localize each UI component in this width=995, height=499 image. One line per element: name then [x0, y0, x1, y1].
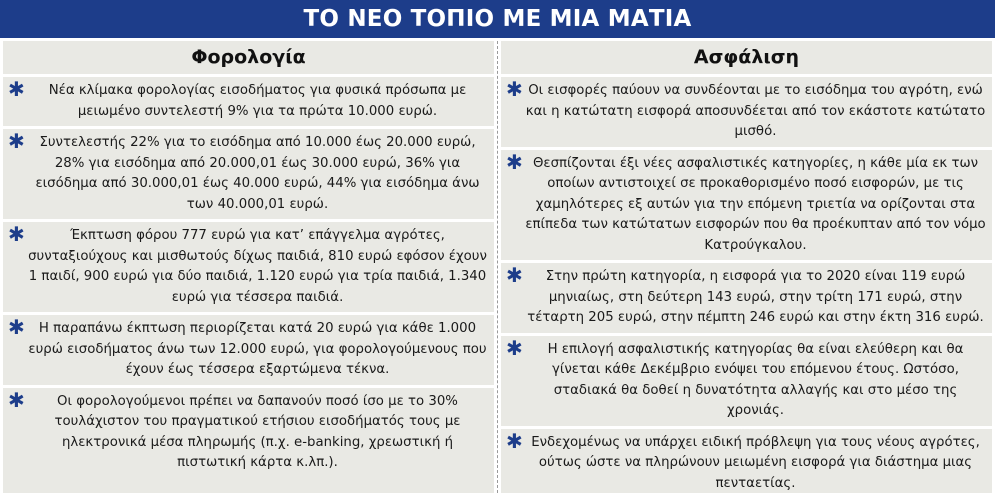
asterisk-icon: ✱ [506, 335, 523, 360]
column-divider [497, 41, 498, 493]
asterisk-icon: ✱ [506, 77, 523, 101]
list-item [3, 126, 494, 219]
list-item [501, 426, 992, 499]
list-item [3, 74, 494, 126]
taxation-panel [3, 41, 494, 493]
list-item [501, 147, 992, 261]
item-text: Οι φορολογούμενοι πρέπει να δαπανούν ποσό ίσο με το 30% τουλάχιστον του πραγματικού ετήσιου εισοδήματός τους με ηλεκτρονικά μέσα πληρωμής (π.χ. e-banking, χρεωστική ή πιστωτική κάρτα κ.λπ.). [54, 393, 461, 470]
item-text: Έκπτωση φόρου 777 ευρώ για κατ’ επάγγελμα αγρότες, συνταξιούχους και μισθωτούς δίχως παιδιά, 810 ευρώ εφόσον έχουν 1 παιδί, 900 ευρώ για δύο παιδιά, 1.120 ευρώ για τρία παιδιά, 1.340 ευρώ για τέσσερα παιδιά. [28, 228, 487, 305]
list-item [501, 260, 992, 333]
banner-title: ΤΟ ΝΕΟ ΤΟΠΙΟ ΜΕ ΜΙΑ ΜΑΤΙΑ [0, 0, 995, 38]
item-text: Νέα κλίμακα φορολογίας εισοδήματος για φυσικά πρόσωπα με μειωμένο συντελεστή 9% για τα πρώτα 10.000 ευρώ. [48, 83, 467, 119]
asterisk-icon: ✱ [8, 222, 25, 246]
item-text: Στην πρώτη κατηγορία, η εισφορά για το 2020 είναι 119 ευρώ μηνιαίως, στη δεύτερη 143 ευρώ, στην τρίτη 171 ευρώ, στην τέταρτη 205 ευρώ, στην πέμπτη 246 ευρώ και στην έκτη 316 ευρώ. [527, 269, 984, 325]
taxation-title: Φορολογία [191, 46, 306, 68]
list-item [3, 219, 494, 312]
item-text: Η επιλογή ασφαλιστικής κατηγορίας θα είναι ελεύθερη και θα γίνεται κάθε Δεκέμβριο ενόψει του επόμενου έτους. Ωστόσο, σταδιακά θα δοθεί η δυνατότητα αλλαγής και στο μέσο της χρονιάς. [547, 341, 964, 418]
asterisk-icon: ✱ [506, 149, 523, 174]
item-text: Ενδεχομένως να υπάρχει ειδική πρόβλεψη για τους νέους αγρότες, ούτως ώστε να πληρώνουν μειωμένη εισφορά για διάστημα μιας πενταετίας. [531, 434, 980, 491]
asterisk-icon: ✱ [8, 77, 25, 101]
item-text: Θεσπίζονται έξι νέες ασφαλιστικές κατηγορίες, η κάθε μία εκ των οποίων αντιστοιχεί σε προκαθορισμένο ποσό εισφορών, με τις χαμηλότερες εξ αυτών για την επόμενη τριετία να ορίζονται στα επίπεδα των κατώτατων εισφορών που θα προέκυπταν από τον νόμο Κατρούγκαλου. [525, 155, 986, 253]
asterisk-icon: ✱ [506, 428, 523, 453]
item-text: Οι εισφορές παύουν να συνδέονται με το εισόδημα του αγρότη, ενώ και η κατώτατη εισφορά αποσυνδέεται από τον εκάστοτε κατώτατο μισθό. [525, 83, 986, 139]
list-item [501, 74, 992, 147]
asterisk-icon: ✱ [8, 315, 25, 339]
insurance-panel [501, 41, 992, 493]
item-text: Η παραπάνω έκπτωση περιορίζεται κατά 20 ευρώ για κάθε 1.000 ευρώ εισοδήματος άνω των 12.000 ευρώ, για φορολογούμενους που έχουν έως τέσσερα εξαρτώμενα τέκνα. [28, 321, 487, 377]
asterisk-icon: ✱ [8, 387, 25, 412]
asterisk-icon: ✱ [8, 129, 25, 153]
list-item [3, 312, 494, 385]
list-item [501, 333, 992, 426]
insurance-title: Ασφάλιση [693, 46, 800, 68]
list-item [3, 385, 494, 478]
item-text: Συντελεστής 22% για το εισόδημα από 10.000 έως 20.000 ευρώ, 28% για εισόδημα από 20.000,01 έως 30.000 ευρώ, 36% για εισόδημα από 30.000,01 έως 40.000 ευρώ, 44% για εισόδημα άνω των 40.000,01 ευρώ. [35, 135, 480, 212]
asterisk-icon: ✱ [506, 263, 523, 287]
